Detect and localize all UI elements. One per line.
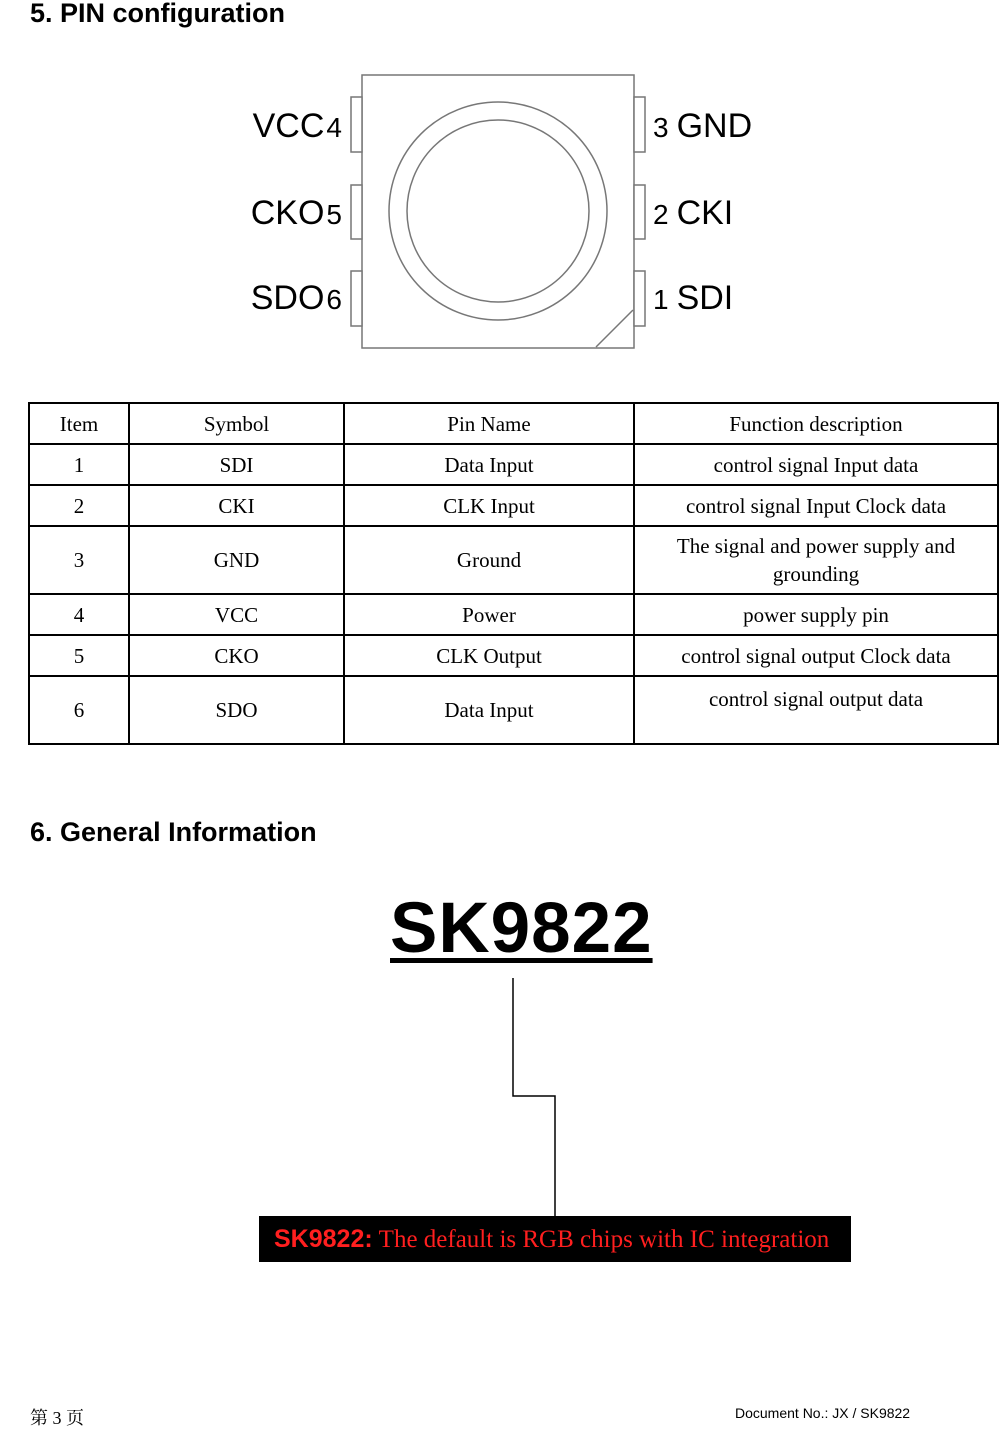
pad-pin-6: [351, 271, 362, 326]
cell-symbol: SDI: [129, 444, 344, 485]
section-title-general-information: 6. General Information: [30, 817, 317, 847]
cell-function: power supply pin: [634, 594, 998, 635]
part-number-title: SK9822: [390, 889, 653, 968]
page-number: 第 3 页: [30, 1408, 84, 1428]
cell-function: The signal and power supply and grounding: [634, 526, 998, 594]
pin-label-6: SDO6: [250, 279, 342, 317]
cell-function: control signal Input Clock data: [634, 485, 998, 526]
cell-function: control signal output data: [634, 676, 998, 744]
header-symbol: Symbol: [129, 403, 344, 444]
pad-pin-2: [634, 185, 645, 239]
cell-item: 1: [29, 444, 129, 485]
table-row: [29, 444, 998, 485]
cell-symbol: CKI: [129, 485, 344, 526]
cell-pin-name: Power: [344, 594, 634, 635]
pad-pin-4: [351, 97, 362, 152]
cell-pin-name: Data Input: [344, 444, 634, 485]
pad-pin-1: [634, 271, 645, 326]
pin-label-5: CKO5: [250, 194, 342, 232]
table-row: [29, 526, 998, 594]
header-function-description: Function description: [634, 403, 998, 444]
caption-description: The default is RGB chips with IC integration: [378, 1226, 830, 1253]
cell-item: 5: [29, 635, 129, 676]
pin-label-2: 2 CKI: [653, 194, 734, 232]
cell-symbol: SDO: [129, 676, 344, 744]
table-row: [29, 676, 998, 744]
info-caption-bar: [259, 1216, 851, 1262]
section-title-pin-configuration: 5. PIN configuration: [30, 0, 286, 28]
pad-pin-5: [351, 185, 362, 239]
cell-item: 6: [29, 676, 129, 744]
document-number: Document No.: JX / SK9822: [735, 1405, 911, 1421]
pin-label-1: 1 SDI: [653, 279, 734, 317]
leader-connector: [513, 978, 555, 1216]
package-body: [362, 75, 634, 348]
cell-pin-name: Data Input: [344, 676, 634, 744]
pin-label-4: VCC4: [252, 107, 342, 145]
pad-pin-3: [634, 97, 645, 152]
cell-pin-name: Ground: [344, 526, 634, 594]
cell-function: control signal Input data: [634, 444, 998, 485]
cell-pin-name: CLK Output: [344, 635, 634, 676]
pin-table: [28, 402, 999, 745]
cell-item: 3: [29, 526, 129, 594]
pin-label-3: 3 GND: [653, 107, 753, 145]
cell-pin-name: CLK Input: [344, 485, 634, 526]
table-row: [29, 485, 998, 526]
pin-diagram: [0, 0, 1000, 360]
caption-part-code: SK9822:: [274, 1225, 373, 1253]
cell-function: control signal output Clock data: [634, 635, 998, 676]
table-header-row: [29, 403, 998, 444]
cell-item: 2: [29, 485, 129, 526]
table-row: [29, 594, 998, 635]
table-row: [29, 635, 998, 676]
cell-symbol: VCC: [129, 594, 344, 635]
cell-symbol: CKO: [129, 635, 344, 676]
header-pin-name: Pin Name: [344, 403, 634, 444]
cell-symbol: GND: [129, 526, 344, 594]
header-item: Item: [29, 403, 129, 444]
cell-item: 4: [29, 594, 129, 635]
